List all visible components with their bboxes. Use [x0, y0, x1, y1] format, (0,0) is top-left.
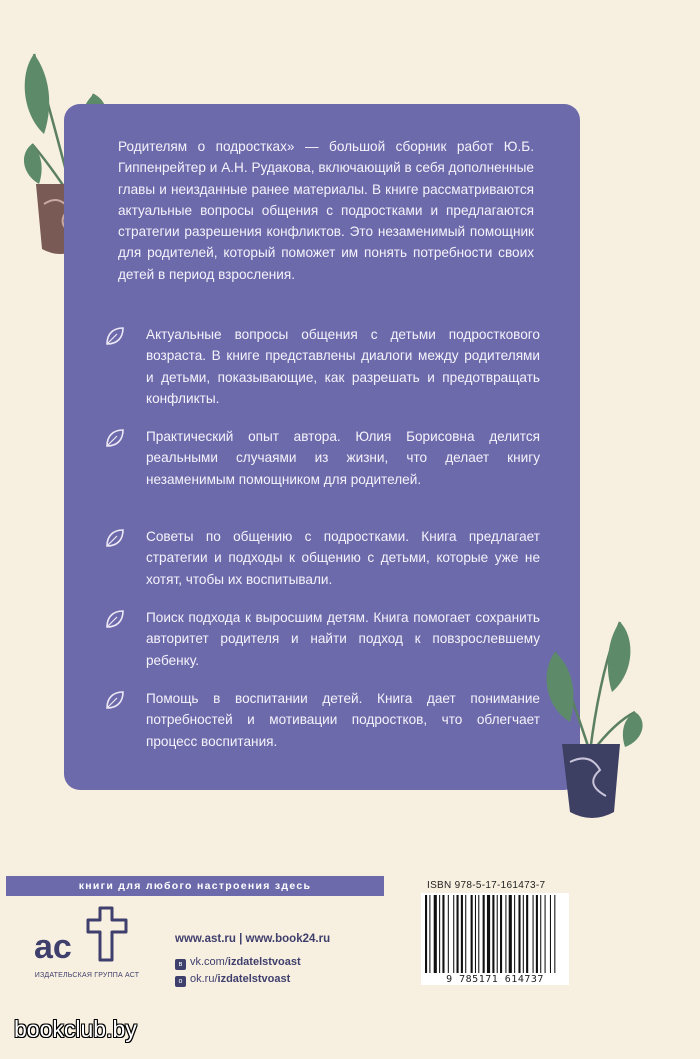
barcode-bar: [475, 895, 476, 973]
barcode-bar: [425, 895, 427, 973]
ok-link[interactable]: [175, 973, 290, 987]
leaf-icon: [104, 325, 126, 347]
vk-handle: izdatelstvoast: [227, 956, 301, 968]
barcode-bar: [439, 895, 440, 973]
barcode-bar: [465, 895, 466, 973]
vk-link[interactable]: [175, 956, 301, 970]
barcode-bar: [442, 895, 444, 973]
barcode-bar: [500, 895, 502, 973]
ok-prefix: ok.ru/: [190, 973, 218, 985]
barcode-bar: [478, 895, 479, 973]
publisher-caption: ИЗДАТЕЛЬСКАЯ ГРУППА АСТ: [34, 972, 140, 979]
barcode-bar: [457, 895, 459, 973]
barcode-bar: [540, 895, 541, 973]
isbn-text: ISBN 978-5-17-161473-7: [427, 880, 546, 891]
feature-text: Актуальные вопросы общения с детьми подросткового возраста. В книге представлены диалоги между родителями и детьми, показывающие, как разрешать и предотвращать конфликты.: [146, 327, 540, 406]
leaf-icon: [104, 427, 126, 449]
barcode-bar: [518, 895, 520, 973]
barcode-bar: [492, 895, 494, 973]
intro-paragraph: Родителям о подростках» — большой сборник работ Ю.Б. Гиппенрейтер и А.Н. Рудакова, включающий в себя дополненные главы и неизданные ранее материалы. В книге рассматриваются актуальные вопросы общения с подростками и предлагаются стратегии разрешения конфликтов. Это незаменимый помощник для родителей, который поможет им понять потребности своих детей в период взросления.: [118, 139, 534, 282]
feature-text: Практический опыт автора. Юлия Борисовна делится реальными случаями из жизни, что делает книгу незаменимым помощником для родителей.: [146, 429, 540, 487]
barcode-digits: 9 785171 614737: [421, 974, 569, 985]
barcode: [421, 893, 569, 975]
leaf-icon: [104, 689, 126, 711]
websites-text[interactable]: www.ast.ru | www.book24.ru: [175, 933, 331, 945]
barcode-bar: [453, 895, 454, 973]
vk-icon: в: [175, 959, 186, 970]
watermark-text: bookclub.by: [14, 1016, 137, 1042]
barcode-bar: [429, 895, 430, 973]
barcode-bar: [497, 895, 498, 973]
barcode-bar: [505, 895, 506, 973]
feature-text: Поиск подхода к выросшим детям. Книга помогает сохранить авторитет родителя и найти подход к повзрослевшему ребенку.: [146, 610, 540, 668]
ok-handle: izdatelstvoast: [217, 973, 291, 985]
feature-item: [104, 324, 544, 409]
barcode-bar: [448, 895, 449, 973]
barcode-bar: [514, 895, 515, 973]
barcode-bar: [536, 895, 538, 973]
barcode-bar: [533, 895, 534, 973]
feature-item: [104, 526, 544, 590]
barcode-bar: [550, 895, 551, 973]
tagline-banner: книги для любого настроения здесь: [6, 876, 384, 896]
feature-text: Помощь в воспитании детей. Книга дает понимание потребностей и мотивации подростков, что облегчает процесс воспитания.: [146, 691, 540, 749]
feature-text: Советы по общению с подростками. Книга предлагает стратегии и подходы к общению с детьми, которые уже не хотят, чтобы их воспитывали.: [146, 529, 540, 587]
barcode-bar: [471, 895, 473, 973]
ast-logo: [30, 904, 140, 970]
barcode-bar: [526, 895, 528, 973]
barcode-bar: [545, 895, 546, 973]
barcode-bar: [461, 895, 463, 973]
leaf-icon: [104, 608, 126, 630]
svg-text:ac: ac: [34, 928, 72, 966]
feature-item: [104, 426, 544, 490]
leaf-icon: [104, 527, 126, 549]
barcode-bar: [523, 895, 524, 973]
barcode-bar: [509, 895, 512, 973]
barcode-bar: [434, 895, 437, 973]
ok-icon: о: [175, 976, 186, 987]
feature-item: [104, 607, 544, 671]
barcode-bar: [483, 895, 485, 973]
potted-plant-illustration: [540, 612, 650, 832]
barcode-bar: [487, 895, 490, 973]
barcode-bar: [554, 895, 555, 973]
feature-item: [104, 688, 544, 752]
vk-prefix: vk.com/: [190, 956, 228, 968]
